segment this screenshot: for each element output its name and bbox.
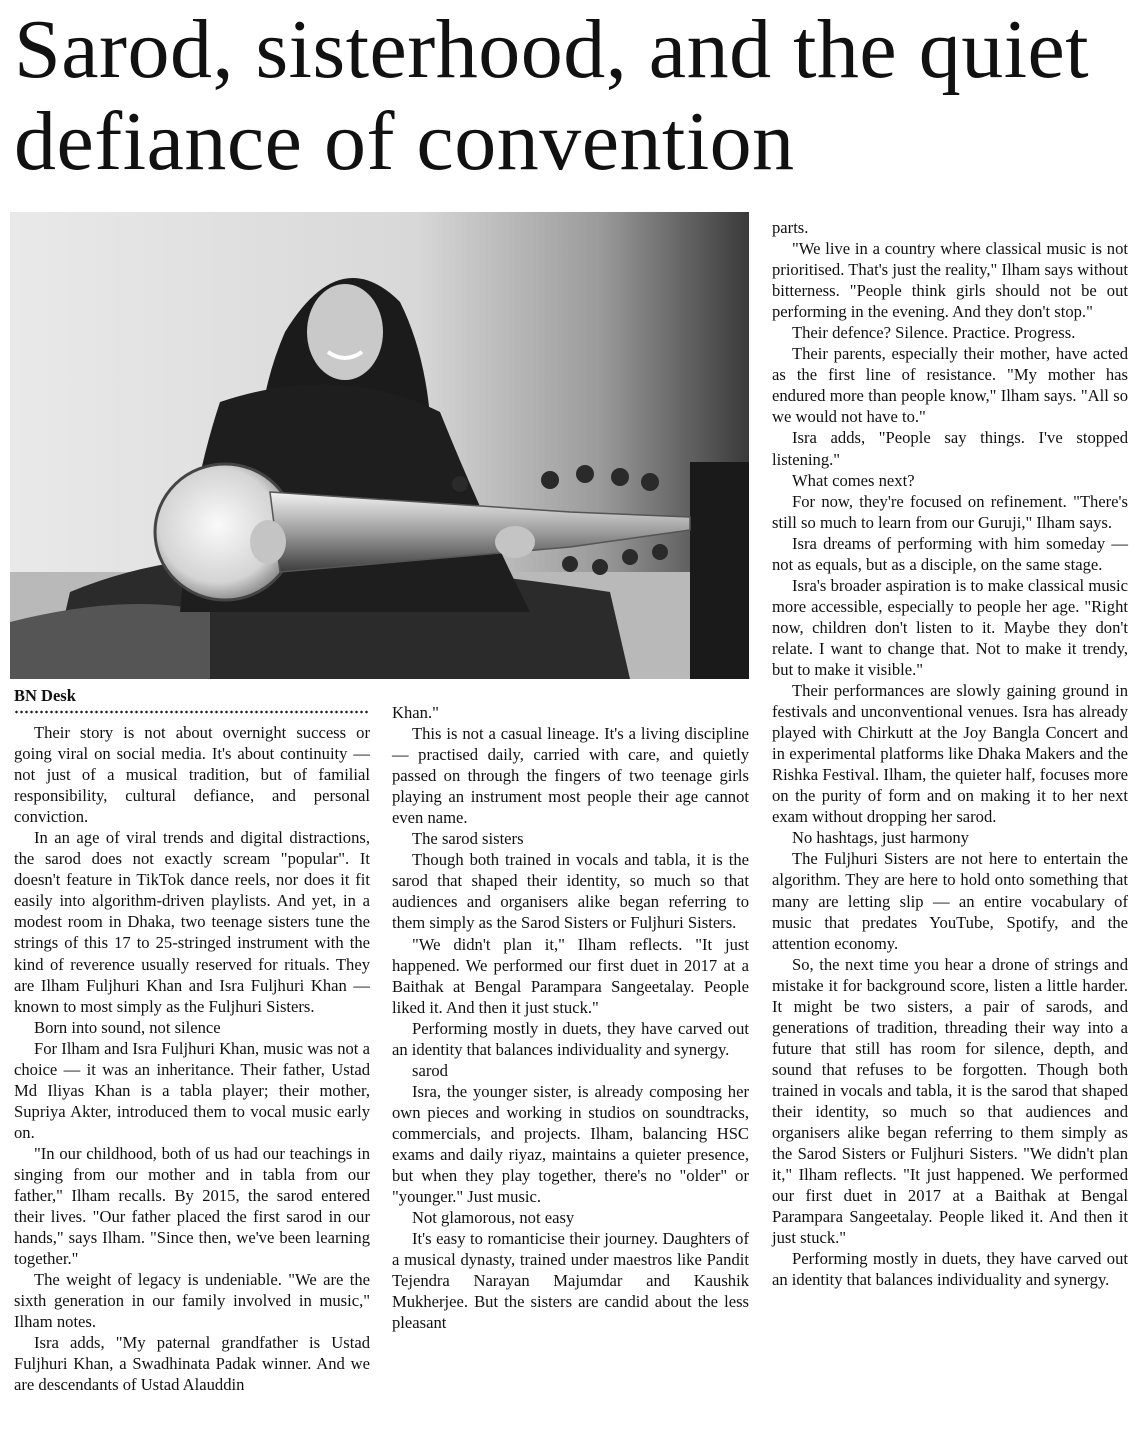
paragraph: In an age of viral trends and digital distractions, the sarod does not exactly scream "popular". It doesn't feature in TikTok dance reels, nor does it fit easily into algorithm-driven playlists. And yet, in a modest room in Dhaka, two teenage sisters tune the strings of this 17 to 25-stringed instrument with the kind of reverence usually reserved for rituals. They are Ilham Fuljhuri Khan and Isra Fuljhuri Khan — known to most simply as the Fuljhuri Sisters. (14, 828, 370, 1016)
paragraph: Their performances are slowly gaining ground in festivals and unconventional venues. Isra has already played with Chirkutt at the Joy Bangla Concert and in experimental platforms like Dhaka Makers and the Rishka Festival. Ilham, the quieter half, focuses more on the purity of form and on making it to her next exam without dropping her sarod. (772, 681, 1128, 827)
paragraph: The Fuljhuri Sisters are not here to entertain the algorithm. They are here to hold onto something that many are letting slip — an entire vocabulary of music that predates YouTube, Spotify, and the attention economy. (772, 849, 1128, 953)
paragraph: For now, they're focused on refinement. "There's still so much to learn from our Guruji," Ilham says. (772, 491, 1128, 532)
paragraph: Their parents, especially their mother, have acted as the first line of resistance. "My mother has endured more than people know," Ilham says. "All so we would not have to." (772, 344, 1128, 427)
column-1 (14, 722, 370, 1396)
paragraph: Performing mostly in duets, they have carved out an identity that balances individuality and synergy. (392, 1018, 749, 1059)
column-3 (772, 217, 1128, 1290)
paragraph: The weight of legacy is undeniable. "We are the sixth generation in our family involved in music," Ilham notes. (14, 1270, 370, 1332)
byline-dotted-rule (14, 710, 370, 714)
paragraph: Isra adds, "My paternal grandfather is Ustad Fuljhuri Khan, a Swadhinata Padak winner. And we are descendants of Ustad Alauddin (14, 1333, 370, 1395)
byline: BN Desk (14, 686, 76, 705)
paragraph-continuation: Khan." (392, 703, 439, 722)
paragraph: "We live in a country where classical music is not prioritised. That's just the reality," Ilham says without bitterness. "People think girls should not be out performing in the evening. And they don't stop." (772, 239, 1128, 322)
headline: Sarod, sisterhood, and the quiet defiance of convention (14, 3, 1090, 188)
paragraph: "We didn't plan it," Ilham reflects. "It just happened. We performed our first duet in 2017 at a Baithak at Bengal Parampara Sangeetalay. People liked it. And then it just stuck." (392, 934, 749, 1017)
paragraph: Isra, the younger sister, is already composing her own pieces and working in studios on soundtracks, commercials, and projects. Ilham, balancing HSC exams and daily riyaz, maintains a quieter presence, but when they play together, there's no "older" or "younger." Just music. (392, 1081, 749, 1207)
paragraph: Isra dreams of performing with him someday — not as equals, but as a disciple, on the same stage. (772, 533, 1128, 574)
subheading: The sarod sisters (412, 829, 524, 849)
paragraph: "In our childhood, both of us had our teachings in singing from our mother and in tabla from our father," Ilham recalls. By 2015, the sarod entered their lives. "Our father placed the first sarod in our hands," says Ilham. "Since then, we've been learning together." (14, 1143, 370, 1269)
paragraph: Their defence? Silence. Practice. Progress. (792, 323, 1076, 343)
photo-icon (10, 212, 749, 679)
paragraph: Isra's broader aspiration is to make classical music more accessible, especially to people her age. "Right now, children don't listen to it. Maybe they don't relate. I want to change that. Not to make it trendy, but to make it visible." (772, 575, 1128, 679)
paragraph: It's easy to romanticise their journey. Daughters of a musical dynasty, trained under maestros like Pandit Tejendra Narayan Majumdar and Kaushik Mukherjee. But the sisters are candid about the less pleasant (392, 1229, 749, 1333)
subheading: Born into sound, not silence (34, 1017, 221, 1037)
subheading: No hashtags, just harmony (792, 828, 969, 848)
paragraph-continuation: parts. (772, 218, 809, 237)
article-photo (10, 212, 749, 679)
paragraph: This is not a casual lineage. It's a living discipline — practised daily, carried with care, and quietly passed on through the fingers of two teenage girls playing an instrument most people their age cannot even name. (392, 724, 749, 828)
paragraph: So, the next time you hear a drone of strings and mistake it for background score, listen a little harder. It might be two sisters, a pair of sarods, and generations of tradition, threading their way into a future that still has room for silence, depth, and sound that refuses to be forgotten. Though both trained in vocals and tabla, it is the sarod that shaped their identity, so much so that audiences and organisers alike began referring to them simply as the Sarod Sisters or Fuljhuri Sisters. "We didn't plan it," Ilham reflects. "It just happened. We performed our first duet in 2017 at a Baithak at Bengal Parampara Sangeetalay. People liked it. And then it just stuck." (772, 954, 1128, 1248)
subheading: sarod (412, 1060, 448, 1080)
paragraph: Isra adds, "People say things. I've stopped listening." (772, 428, 1128, 469)
column-2 (392, 702, 749, 1333)
subheading: What comes next? (792, 470, 915, 490)
paragraph: Performing mostly in duets, they have carved out an identity that balances individuality and synergy. (772, 1249, 1128, 1290)
paragraph: Though both trained in vocals and tabla, it is the sarod that shaped their identity, so much so that audiences and organisers alike began referring to them simply as the Sarod Sisters or Fuljhuri Sisters. (392, 850, 749, 933)
paragraph: Their story is not about overnight success or going viral on social media. It's about continuity — not just of a musical tradition, but of familial responsibility, cultural defiance, and personal conviction. (14, 723, 370, 827)
paragraph: For Ilham and Isra Fuljhuri Khan, music was not a choice — it was an inheritance. Their father, Ustad Md Iliyas Khan is a tabla player; their mother, Supriya Akter, introduced them to vocal music early on. (14, 1038, 370, 1142)
subheading: Not glamorous, not easy (412, 1208, 575, 1228)
